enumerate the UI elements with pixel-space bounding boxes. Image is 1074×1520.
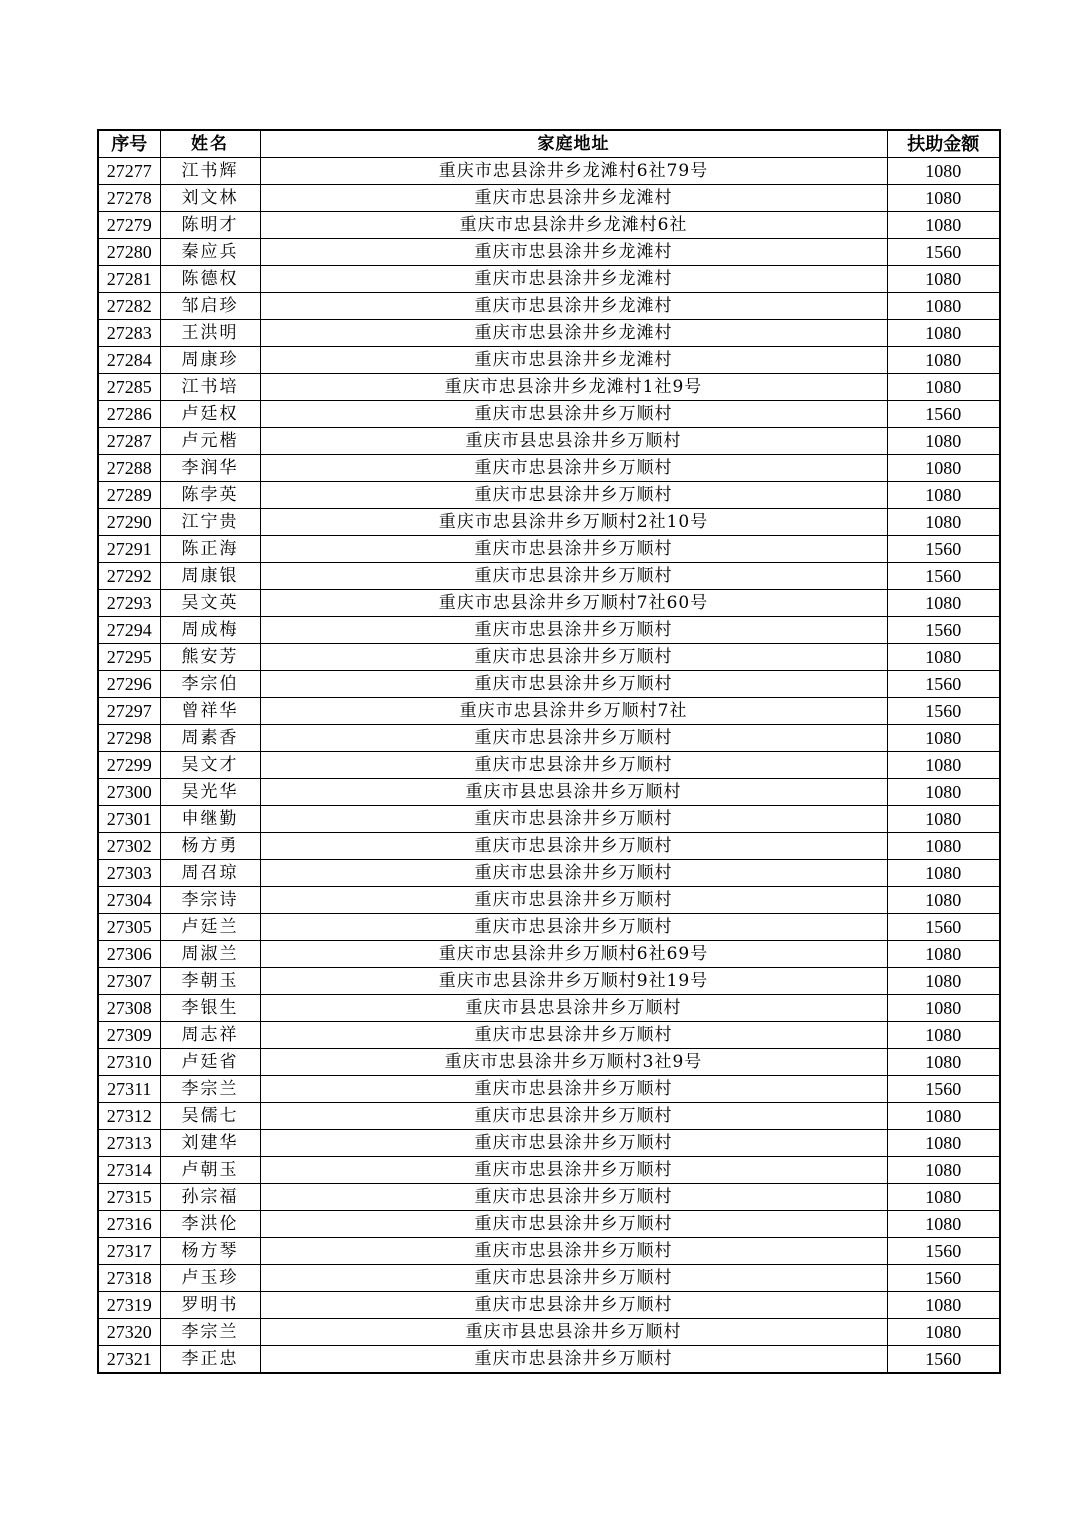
cell-serial: 27287 bbox=[98, 428, 160, 455]
table-row bbox=[98, 1292, 1000, 1319]
cell-amount: 1080 bbox=[887, 887, 1000, 914]
cell-address: 重庆市忠县涂井乡万顺村 bbox=[260, 1346, 887, 1374]
cell-amount: 1080 bbox=[887, 995, 1000, 1022]
cell-name: 卢廷省 bbox=[160, 1049, 260, 1076]
cell-address: 重庆市忠县涂井乡万顺村 bbox=[260, 725, 887, 752]
cell-address: 重庆市忠县涂井乡万顺村 bbox=[260, 1265, 887, 1292]
cell-amount: 1080 bbox=[887, 293, 1000, 320]
cell-name: 秦应兵 bbox=[160, 239, 260, 266]
cell-name: 李宗兰 bbox=[160, 1076, 260, 1103]
header-row bbox=[98, 130, 1000, 158]
cell-serial: 27302 bbox=[98, 833, 160, 860]
cell-name: 李银生 bbox=[160, 995, 260, 1022]
cell-address: 重庆市忠县涂井乡万顺村3社9号 bbox=[260, 1049, 887, 1076]
cell-address: 重庆市忠县涂井乡龙滩村 bbox=[260, 239, 887, 266]
cell-address: 重庆市忠县涂井乡万顺村 bbox=[260, 455, 887, 482]
table-row bbox=[98, 1103, 1000, 1130]
cell-serial: 27289 bbox=[98, 482, 160, 509]
cell-address: 重庆市忠县涂井乡龙滩村 bbox=[260, 266, 887, 293]
cell-amount: 1080 bbox=[887, 1319, 1000, 1346]
cell-address: 重庆市忠县涂井乡龙滩村 bbox=[260, 185, 887, 212]
cell-serial: 27309 bbox=[98, 1022, 160, 1049]
cell-amount: 1560 bbox=[887, 1238, 1000, 1265]
table-row bbox=[98, 941, 1000, 968]
cell-name: 李洪伦 bbox=[160, 1211, 260, 1238]
cell-address: 重庆市忠县涂井乡万顺村 bbox=[260, 1157, 887, 1184]
cell-address: 重庆市县忠县涂井乡万顺村 bbox=[260, 428, 887, 455]
cell-serial: 27314 bbox=[98, 1157, 160, 1184]
cell-name: 陈明才 bbox=[160, 212, 260, 239]
cell-serial: 27316 bbox=[98, 1211, 160, 1238]
table-row bbox=[98, 644, 1000, 671]
cell-address: 重庆市忠县涂井乡万顺村 bbox=[260, 563, 887, 590]
cell-serial: 27307 bbox=[98, 968, 160, 995]
cell-name: 周淑兰 bbox=[160, 941, 260, 968]
table-row bbox=[98, 860, 1000, 887]
cell-amount: 1080 bbox=[887, 212, 1000, 239]
cell-serial: 27299 bbox=[98, 752, 160, 779]
header-amount: 扶助金额 bbox=[887, 130, 1000, 158]
cell-amount: 1080 bbox=[887, 158, 1000, 185]
table-row bbox=[98, 1049, 1000, 1076]
cell-address: 重庆市忠县涂井乡万顺村 bbox=[260, 1130, 887, 1157]
table-row bbox=[98, 1130, 1000, 1157]
cell-serial: 27312 bbox=[98, 1103, 160, 1130]
cell-serial: 27303 bbox=[98, 860, 160, 887]
cell-amount: 1560 bbox=[887, 617, 1000, 644]
cell-name: 卢廷权 bbox=[160, 401, 260, 428]
cell-name: 江宁贵 bbox=[160, 509, 260, 536]
cell-name: 申继勤 bbox=[160, 806, 260, 833]
cell-amount: 1080 bbox=[887, 968, 1000, 995]
cell-name: 周召琼 bbox=[160, 860, 260, 887]
cell-amount: 1560 bbox=[887, 1265, 1000, 1292]
cell-address: 重庆市忠县涂井乡万顺村9社19号 bbox=[260, 968, 887, 995]
cell-amount: 1080 bbox=[887, 509, 1000, 536]
cell-amount: 1080 bbox=[887, 1130, 1000, 1157]
cell-serial: 27305 bbox=[98, 914, 160, 941]
cell-name: 陈德权 bbox=[160, 266, 260, 293]
table-row bbox=[98, 1346, 1000, 1374]
cell-amount: 1080 bbox=[887, 590, 1000, 617]
cell-name: 曾祥华 bbox=[160, 698, 260, 725]
cell-amount: 1080 bbox=[887, 374, 1000, 401]
cell-amount: 1080 bbox=[887, 455, 1000, 482]
cell-amount: 1560 bbox=[887, 1076, 1000, 1103]
cell-name: 杨方琴 bbox=[160, 1238, 260, 1265]
table-row bbox=[98, 752, 1000, 779]
cell-address: 重庆市忠县涂井乡万顺村 bbox=[260, 1022, 887, 1049]
cell-amount: 1080 bbox=[887, 860, 1000, 887]
cell-name: 李宗兰 bbox=[160, 1319, 260, 1346]
cell-amount: 1080 bbox=[887, 752, 1000, 779]
cell-serial: 27301 bbox=[98, 806, 160, 833]
cell-address: 重庆市忠县涂井乡万顺村 bbox=[260, 914, 887, 941]
cell-name: 吴光华 bbox=[160, 779, 260, 806]
table-row bbox=[98, 617, 1000, 644]
table-row bbox=[98, 698, 1000, 725]
cell-serial: 27294 bbox=[98, 617, 160, 644]
table-row bbox=[98, 1265, 1000, 1292]
cell-address: 重庆市忠县涂井乡万顺村2社10号 bbox=[260, 509, 887, 536]
table-row bbox=[98, 374, 1000, 401]
cell-serial: 27282 bbox=[98, 293, 160, 320]
table-row bbox=[98, 158, 1000, 185]
cell-amount: 1080 bbox=[887, 1211, 1000, 1238]
cell-address: 重庆市忠县涂井乡龙滩村1社9号 bbox=[260, 374, 887, 401]
table-row bbox=[98, 833, 1000, 860]
cell-serial: 27290 bbox=[98, 509, 160, 536]
cell-amount: 1080 bbox=[887, 1157, 1000, 1184]
cell-name: 杨方勇 bbox=[160, 833, 260, 860]
cell-address: 重庆市忠县涂井乡龙滩村 bbox=[260, 347, 887, 374]
table-row bbox=[98, 995, 1000, 1022]
cell-serial: 27308 bbox=[98, 995, 160, 1022]
table-row bbox=[98, 212, 1000, 239]
table-row bbox=[98, 779, 1000, 806]
cell-name: 周康银 bbox=[160, 563, 260, 590]
cell-name: 李宗伯 bbox=[160, 671, 260, 698]
cell-amount: 1080 bbox=[887, 347, 1000, 374]
cell-address: 重庆市县忠县涂井乡万顺村 bbox=[260, 995, 887, 1022]
cell-name: 刘文林 bbox=[160, 185, 260, 212]
cell-amount: 1080 bbox=[887, 833, 1000, 860]
cell-amount: 1080 bbox=[887, 1022, 1000, 1049]
table-header bbox=[98, 130, 1000, 158]
cell-serial: 27278 bbox=[98, 185, 160, 212]
cell-name: 吴儒七 bbox=[160, 1103, 260, 1130]
assistance-table bbox=[97, 129, 1001, 1374]
cell-amount: 1080 bbox=[887, 941, 1000, 968]
cell-name: 周康珍 bbox=[160, 347, 260, 374]
cell-address: 重庆市忠县涂井乡万顺村 bbox=[260, 1292, 887, 1319]
cell-amount: 1560 bbox=[887, 698, 1000, 725]
table-row bbox=[98, 1211, 1000, 1238]
table-row bbox=[98, 401, 1000, 428]
cell-name: 李润华 bbox=[160, 455, 260, 482]
cell-address: 重庆市县忠县涂井乡万顺村 bbox=[260, 1319, 887, 1346]
cell-amount: 1080 bbox=[887, 779, 1000, 806]
cell-serial: 27295 bbox=[98, 644, 160, 671]
cell-amount: 1080 bbox=[887, 644, 1000, 671]
cell-address: 重庆市忠县涂井乡万顺村 bbox=[260, 752, 887, 779]
table-row bbox=[98, 1076, 1000, 1103]
cell-address: 重庆市忠县涂井乡万顺村 bbox=[260, 1076, 887, 1103]
table-row bbox=[98, 320, 1000, 347]
cell-serial: 27319 bbox=[98, 1292, 160, 1319]
cell-name: 吴文英 bbox=[160, 590, 260, 617]
cell-amount: 1560 bbox=[887, 536, 1000, 563]
cell-amount: 1560 bbox=[887, 914, 1000, 941]
table-row bbox=[98, 590, 1000, 617]
cell-amount: 1560 bbox=[887, 401, 1000, 428]
cell-address: 重庆市忠县涂井乡万顺村 bbox=[260, 860, 887, 887]
cell-name: 周成梅 bbox=[160, 617, 260, 644]
table-row bbox=[98, 1238, 1000, 1265]
cell-name: 李宗诗 bbox=[160, 887, 260, 914]
table-row bbox=[98, 671, 1000, 698]
cell-name: 江书培 bbox=[160, 374, 260, 401]
assistance-list-sheet bbox=[97, 129, 1001, 1374]
cell-serial: 27284 bbox=[98, 347, 160, 374]
header-serial: 序号 bbox=[98, 130, 160, 158]
cell-address: 重庆市忠县涂井乡万顺村 bbox=[260, 644, 887, 671]
cell-amount: 1560 bbox=[887, 1346, 1000, 1374]
table-row bbox=[98, 1184, 1000, 1211]
table-row bbox=[98, 428, 1000, 455]
cell-name: 陈正海 bbox=[160, 536, 260, 563]
cell-serial: 27293 bbox=[98, 590, 160, 617]
cell-serial: 27310 bbox=[98, 1049, 160, 1076]
table-row bbox=[98, 482, 1000, 509]
cell-serial: 27280 bbox=[98, 239, 160, 266]
cell-name: 江书辉 bbox=[160, 158, 260, 185]
cell-name: 邹启珍 bbox=[160, 293, 260, 320]
cell-serial: 27320 bbox=[98, 1319, 160, 1346]
cell-name: 孙宗福 bbox=[160, 1184, 260, 1211]
cell-amount: 1080 bbox=[887, 806, 1000, 833]
cell-amount: 1560 bbox=[887, 671, 1000, 698]
cell-address: 重庆市忠县涂井乡万顺村 bbox=[260, 806, 887, 833]
cell-name: 吴文才 bbox=[160, 752, 260, 779]
cell-address: 重庆市忠县涂井乡万顺村 bbox=[260, 1184, 887, 1211]
cell-serial: 27317 bbox=[98, 1238, 160, 1265]
table-row bbox=[98, 509, 1000, 536]
cell-name: 周志祥 bbox=[160, 1022, 260, 1049]
cell-serial: 27296 bbox=[98, 671, 160, 698]
cell-serial: 27304 bbox=[98, 887, 160, 914]
cell-amount: 1080 bbox=[887, 1292, 1000, 1319]
cell-serial: 27313 bbox=[98, 1130, 160, 1157]
table-row bbox=[98, 914, 1000, 941]
table-row bbox=[98, 968, 1000, 995]
table-row bbox=[98, 1022, 1000, 1049]
table-body bbox=[98, 158, 1000, 1374]
cell-name: 王洪明 bbox=[160, 320, 260, 347]
cell-serial: 27318 bbox=[98, 1265, 160, 1292]
table-row bbox=[98, 536, 1000, 563]
cell-serial: 27281 bbox=[98, 266, 160, 293]
cell-address: 重庆市忠县涂井乡万顺村 bbox=[260, 617, 887, 644]
cell-address: 重庆市忠县涂井乡万顺村7社60号 bbox=[260, 590, 887, 617]
cell-serial: 27288 bbox=[98, 455, 160, 482]
table-row bbox=[98, 455, 1000, 482]
table-row bbox=[98, 563, 1000, 590]
cell-address: 重庆市忠县涂井乡万顺村 bbox=[260, 536, 887, 563]
cell-address: 重庆市忠县涂井乡龙滩村6社79号 bbox=[260, 158, 887, 185]
cell-name: 周素香 bbox=[160, 725, 260, 752]
cell-address: 重庆市忠县涂井乡万顺村 bbox=[260, 671, 887, 698]
cell-serial: 27283 bbox=[98, 320, 160, 347]
cell-amount: 1080 bbox=[887, 725, 1000, 752]
cell-address: 重庆市忠县涂井乡万顺村6社69号 bbox=[260, 941, 887, 968]
cell-name: 罗明书 bbox=[160, 1292, 260, 1319]
cell-serial: 27277 bbox=[98, 158, 160, 185]
cell-name: 李朝玉 bbox=[160, 968, 260, 995]
table-row bbox=[98, 347, 1000, 374]
table-row bbox=[98, 185, 1000, 212]
table-row bbox=[98, 725, 1000, 752]
cell-address: 重庆市忠县涂井乡万顺村 bbox=[260, 1211, 887, 1238]
cell-address: 重庆市忠县涂井乡龙滩村 bbox=[260, 293, 887, 320]
cell-serial: 27315 bbox=[98, 1184, 160, 1211]
cell-name: 熊安芳 bbox=[160, 644, 260, 671]
cell-address: 重庆市忠县涂井乡万顺村 bbox=[260, 401, 887, 428]
cell-address: 重庆市忠县涂井乡万顺村7社 bbox=[260, 698, 887, 725]
cell-serial: 27300 bbox=[98, 779, 160, 806]
cell-amount: 1080 bbox=[887, 1184, 1000, 1211]
cell-address: 重庆市忠县涂井乡万顺村 bbox=[260, 1103, 887, 1130]
cell-serial: 27286 bbox=[98, 401, 160, 428]
cell-amount: 1080 bbox=[887, 482, 1000, 509]
table-row bbox=[98, 1319, 1000, 1346]
cell-address: 重庆市忠县涂井乡万顺村 bbox=[260, 482, 887, 509]
table-row bbox=[98, 1157, 1000, 1184]
cell-serial: 27298 bbox=[98, 725, 160, 752]
cell-address: 重庆市忠县涂井乡龙滩村 bbox=[260, 320, 887, 347]
cell-name: 卢元楷 bbox=[160, 428, 260, 455]
table-row bbox=[98, 806, 1000, 833]
cell-serial: 27292 bbox=[98, 563, 160, 590]
cell-amount: 1080 bbox=[887, 1103, 1000, 1130]
header-address: 家庭地址 bbox=[260, 130, 887, 158]
header-name: 姓名 bbox=[160, 130, 260, 158]
cell-address: 重庆市忠县涂井乡万顺村 bbox=[260, 1238, 887, 1265]
cell-serial: 27291 bbox=[98, 536, 160, 563]
cell-address: 重庆市忠县涂井乡龙滩村6社 bbox=[260, 212, 887, 239]
cell-amount: 1080 bbox=[887, 266, 1000, 293]
table-row bbox=[98, 266, 1000, 293]
cell-name: 卢朝玉 bbox=[160, 1157, 260, 1184]
cell-address: 重庆市忠县涂井乡万顺村 bbox=[260, 833, 887, 860]
cell-name: 卢廷兰 bbox=[160, 914, 260, 941]
cell-name: 陈孛英 bbox=[160, 482, 260, 509]
cell-name: 刘建华 bbox=[160, 1130, 260, 1157]
cell-amount: 1080 bbox=[887, 428, 1000, 455]
cell-amount: 1560 bbox=[887, 239, 1000, 266]
cell-amount: 1080 bbox=[887, 185, 1000, 212]
table-row bbox=[98, 887, 1000, 914]
cell-name: 卢玉珍 bbox=[160, 1265, 260, 1292]
cell-serial: 27311 bbox=[98, 1076, 160, 1103]
cell-amount: 1560 bbox=[887, 563, 1000, 590]
cell-serial: 27279 bbox=[98, 212, 160, 239]
cell-serial: 27321 bbox=[98, 1346, 160, 1374]
cell-name: 李正忠 bbox=[160, 1346, 260, 1374]
cell-amount: 1080 bbox=[887, 320, 1000, 347]
table-row bbox=[98, 239, 1000, 266]
cell-serial: 27297 bbox=[98, 698, 160, 725]
table-row bbox=[98, 293, 1000, 320]
cell-amount: 1080 bbox=[887, 1049, 1000, 1076]
cell-address: 重庆市县忠县涂井乡万顺村 bbox=[260, 779, 887, 806]
cell-serial: 27306 bbox=[98, 941, 160, 968]
cell-address: 重庆市忠县涂井乡万顺村 bbox=[260, 887, 887, 914]
cell-serial: 27285 bbox=[98, 374, 160, 401]
